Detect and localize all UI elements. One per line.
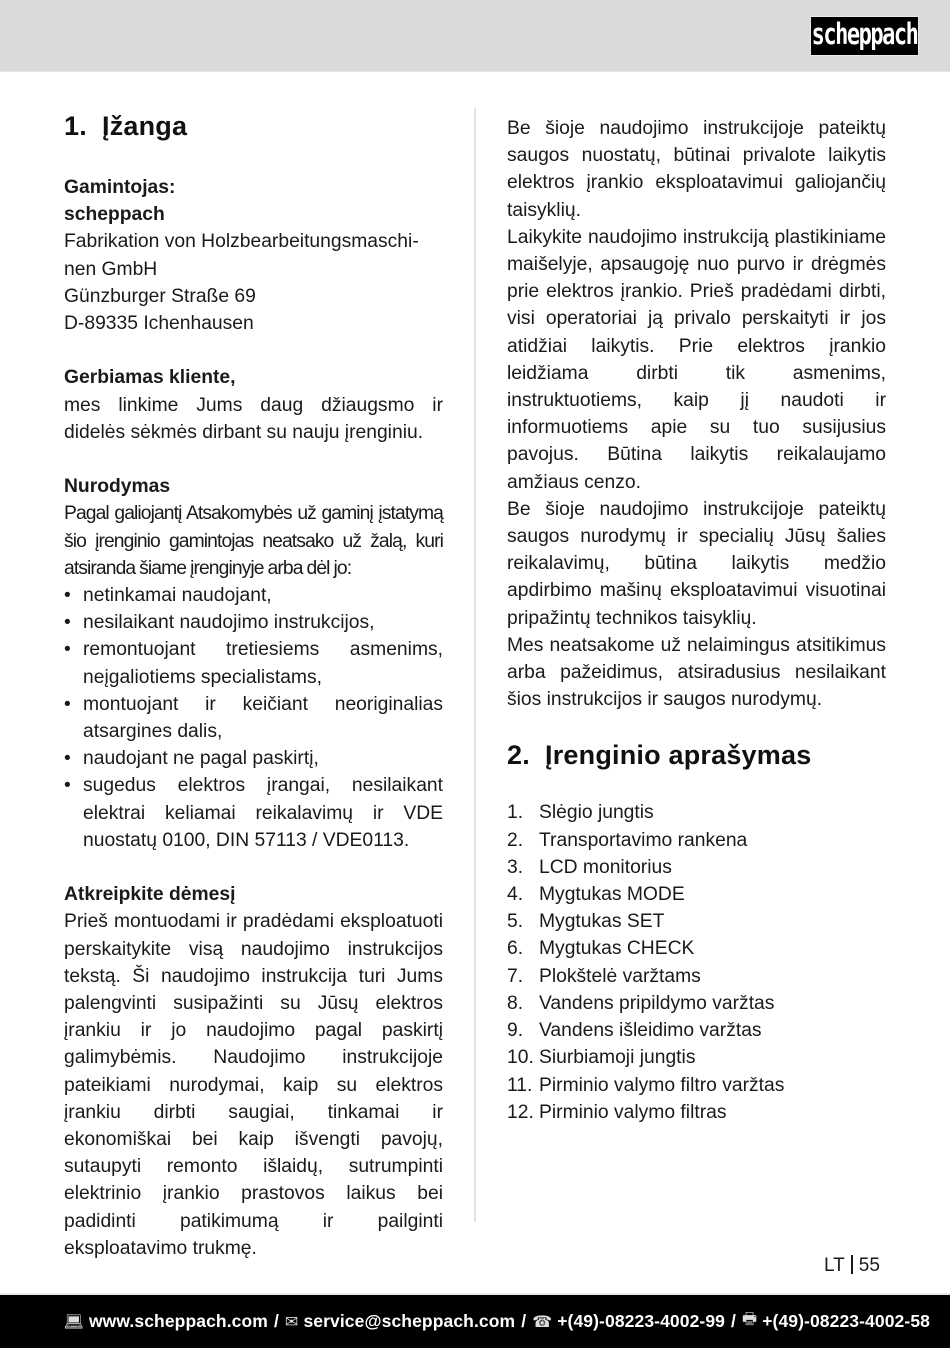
list-item: 10. Siurbiamoji jungtis	[507, 1047, 696, 1069]
page-number-label	[824, 1255, 880, 1277]
list-item: 9. Vandens išleidimo varžtas	[507, 1020, 762, 1042]
list-item: • netinkamai naudojant,	[64, 582, 443, 609]
fax-icon: 🖶︎	[741, 1311, 758, 1328]
greeting-title: Gerbiamas kliente,	[64, 367, 236, 389]
website-link[interactable]: www.scheppach.com	[88, 1311, 268, 1331]
section-title: Įžanga	[102, 111, 188, 141]
list-item: 5. Mygtukas SET	[507, 911, 665, 933]
parts-list	[507, 799, 886, 1125]
manufacturer-label: Gamintojas:	[64, 177, 176, 198]
page-separator	[851, 1255, 853, 1274]
attention-title: Atkreipkite dėmesį	[64, 884, 236, 906]
list-item: 12. Pirminio valymo filtras	[507, 1101, 727, 1123]
liability-list	[64, 582, 443, 854]
notice-title: Nurodymas	[64, 476, 171, 498]
right-column	[507, 115, 886, 1126]
section-number: 1.	[64, 111, 87, 141]
list-item: • sugedus elektros įrangai, nesilaikant elektrai keliamai reikalavimų ir VDE nuostatų 0100, DIN 57113 / VDE0113.	[64, 772, 443, 854]
list-item: 4. Mygtukas MODE	[507, 884, 685, 906]
list-item: • montuojant ir keičiant neoriginalias atsargines dalis,	[64, 691, 443, 745]
section-title: Įrenginio aprašymas	[545, 740, 812, 771]
attention-block	[64, 881, 443, 1262]
computer-icon: 💻︎	[63, 1313, 84, 1331]
list-item: • nesilaikant naudojimo instrukcijos,	[64, 609, 443, 636]
safety-paragraph: Be šioje naudojimo instrukcijoje pateiktų saugos nurodymų ir specialių Jūsų šalies reikalavimų, būtina laikytis medžio apdirbimo mašinų eksploatavimui visuotinai pripažintų technikos taisyklių.	[507, 498, 886, 629]
telephone-icon: ☎︎	[532, 1313, 553, 1331]
safety-paragraph: Laikykite naudojimo instrukciją plastikiniame maišelyje, apsaugoję nuo purvo ir drėgmės prie elektros įrankio. Prieš pradėdami dirbti, visi operatoriai ją privalo perskaityti ir jos atidžiai laikytis. Prie elektros įrankio leidžiama dirbti tik asmenims, instruktuotiems, kaip jį naudoti ir informuotiems apie su tuo susijusius pavojus. Būtina laikytis reikalaujamo amžiaus cenzo.	[507, 226, 886, 493]
safety-paragraph: Be šioje naudojimo instrukcijoje pateiktų saugos nuostatų, būtinai privalote laikytis elektros įrankio eksploatavimui galiojančių taisyklių.	[507, 118, 886, 221]
manufacturer-block	[64, 174, 443, 337]
envelope-icon: ✉︎	[284, 1313, 299, 1331]
notice-text: Pagal galiojantį Atsakomybės už gaminį įstatymą šio įrenginio gamintojas neatsako už žalą, kuri atsiranda šiame įrenginyje arba dėl jo:	[64, 503, 443, 579]
list-item: 1. Slėgio jungtis	[507, 802, 654, 824]
greeting-text: mes linkime Jums daug džiaugsmo ir didelės sėkmės dirbant su nauju įrenginiu.	[64, 394, 443, 443]
list-item: • remontuojant tretiesiems asmenims, neįgaliotiems specialistams,	[64, 636, 443, 690]
greeting-block	[64, 364, 443, 446]
address-line: Günzburger Straße 69	[64, 285, 256, 307]
manufacturer-company: scheppach	[64, 204, 165, 226]
contact-footer	[0, 1295, 950, 1348]
list-item: • naudojant ne pagal paskirtį,	[64, 745, 443, 772]
list-item: 7. Plokštelė varžtams	[507, 965, 701, 987]
header-band	[0, 0, 950, 72]
footer-separator: /	[521, 1311, 527, 1331]
column-divider	[474, 108, 476, 1222]
list-item: 2. Transportavimo rankena	[507, 829, 748, 851]
footer-separator: /	[731, 1311, 736, 1331]
scheppach-logo	[810, 16, 919, 56]
address-line: Fabrikation von Holzbearbeitungsmaschi-	[64, 231, 419, 253]
page-number: 55	[858, 1255, 880, 1276]
list-item: 3. LCD monitorius	[507, 856, 672, 878]
footer-separator: /	[273, 1311, 279, 1331]
section-1-heading	[64, 110, 443, 142]
left-column	[64, 108, 443, 1262]
list-item: 11. Pirminio valymo filtro varžtas	[507, 1074, 785, 1096]
logo-text: scheppach	[811, 18, 918, 53]
fax-number: +(49)-08223-4002-58	[762, 1311, 930, 1331]
notice-block	[64, 473, 443, 854]
phone-number: +(49)-08223-4002-99	[557, 1311, 726, 1331]
list-item: 8. Vandens pripildymo varžtas	[507, 992, 775, 1014]
address-line: D-89335 Ichenhausen	[64, 313, 254, 335]
safety-paragraph: Mes neatsakome už nelaimingus atsitikimus arba pažeidimus, atsiradusius nesilaikant šios instrukcijos ir saugos nurodymų.	[507, 634, 886, 711]
list-item: 6. Mygtukas CHECK	[507, 938, 695, 960]
attention-text: Prieš montuodami ir pradėdami eksploatuoti perskaitykite visą naudojimo instrukcijos tekstą. Ši naudojimo instrukcija turi Jums palengvinti susipažinti su Jūsų elektros įrankiu ir jo naudojimo pagal paskirtį galimybėmis. Naudojimo instrukcijoje pateikiami nurodymai, kaip su elektros įrankiu dirbti saugiai, tinkamai ir ekonomiškai bei kaip išvengti pavojų, sutaupyti remonto išlaidų, sutrumpinti elektrinio įrankio prastovos laikus bei padidinti patikimumą ir pailginti eksploatavimo trukmę.	[64, 911, 443, 1259]
section-2-heading	[507, 739, 886, 771]
section-number: 2.	[507, 740, 530, 771]
email-link[interactable]: service@scheppach.com	[303, 1311, 516, 1331]
address-line: nen GmbH	[64, 258, 158, 280]
page-language: LT	[824, 1255, 845, 1276]
